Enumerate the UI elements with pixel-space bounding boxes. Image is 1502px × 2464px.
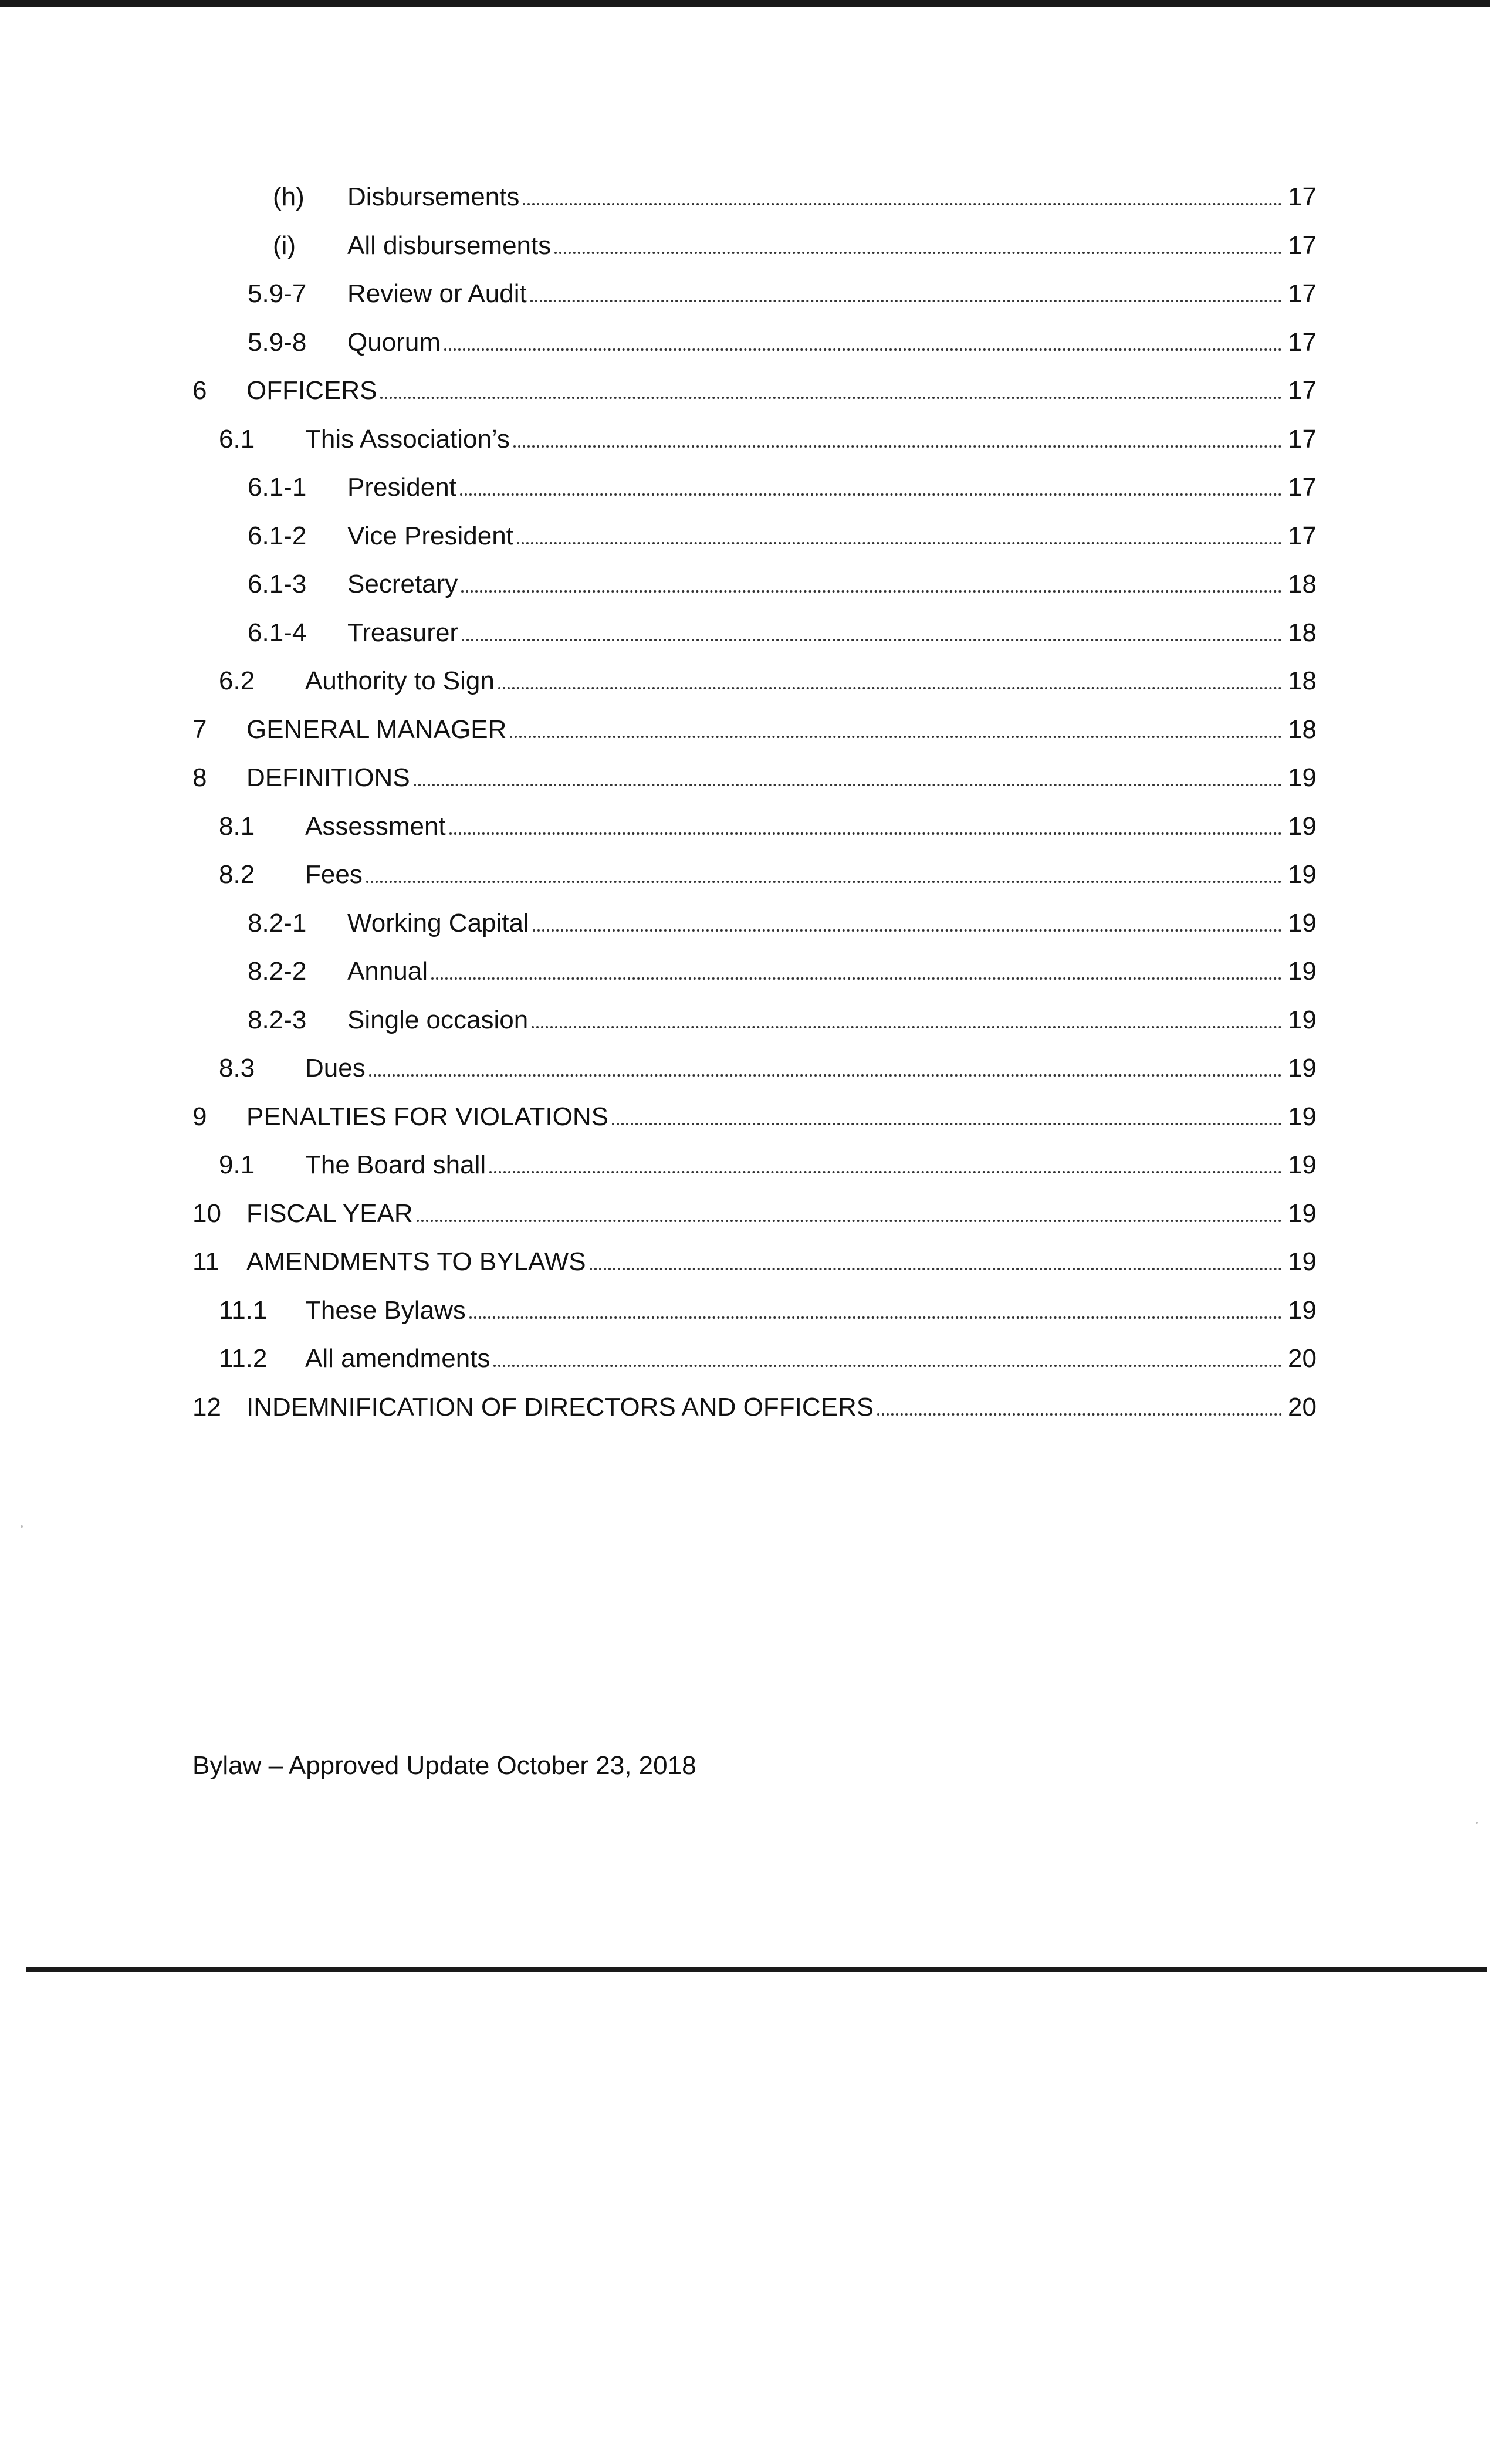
toc-entry-title: Working Capital (347, 899, 533, 947)
toc-entry-number: 8.1 (219, 811, 255, 841)
toc-entry[interactable] (0, 803, 1502, 851)
toc-entry-number: 11 (192, 1247, 219, 1276)
toc-entry-number: 6.2 (219, 666, 255, 695)
toc-entry-page-number: 17 (1288, 182, 1317, 211)
toc-entry-page-number: 19 (1288, 908, 1317, 937)
toc-entry[interactable] (0, 657, 1502, 705)
toc-entry[interactable] (0, 173, 1502, 221)
toc-entry-page-number: 19 (1288, 1005, 1317, 1034)
toc-dot-leader (469, 1316, 1282, 1319)
toc-entry[interactable] (0, 415, 1502, 463)
toc-entry[interactable] (0, 996, 1502, 1044)
toc-entry-number: 11.2 (219, 1344, 268, 1373)
toc-entry-number: 6.1-4 (248, 618, 307, 647)
toc-entry-title: Treasurer (347, 609, 462, 657)
toc-dot-leader (533, 929, 1282, 932)
toc-entry-title: Annual (347, 947, 431, 996)
toc-entry-page-number: 18 (1288, 715, 1317, 744)
toc-entry-number: 5.9-8 (248, 327, 307, 357)
toc-dot-leader (461, 590, 1282, 593)
toc-entry-title: AMENDMENTS TO BYLAWS (246, 1238, 590, 1286)
toc-entry-title: OFFICERS (246, 367, 380, 415)
toc-entry-title: Assessment (305, 803, 449, 851)
toc-entry[interactable] (0, 270, 1502, 318)
toc-entry-number: 8.2 (219, 860, 255, 889)
toc-entry[interactable] (0, 512, 1502, 560)
toc-entry[interactable] (0, 899, 1502, 947)
toc-entry-title: The Board shall (305, 1141, 489, 1189)
toc-entry-number: (h) (273, 182, 305, 211)
toc-dot-leader (523, 203, 1282, 205)
toc-entry[interactable] (0, 1238, 1502, 1286)
toc-entry-title: PENALTIES FOR VIOLATIONS (246, 1093, 612, 1141)
toc-entry-page-number: 20 (1288, 1392, 1317, 1421)
bottom-border-rule (26, 1967, 1487, 1972)
toc-dot-leader (513, 445, 1282, 448)
toc-dot-leader (554, 252, 1282, 254)
page-footer: Bylaw – Approved Update October 23, 2018 (192, 1751, 696, 1780)
toc-entry-page-number: 18 (1288, 618, 1317, 647)
toc-entry-title: Review or Audit (347, 270, 530, 318)
toc-entry-number: 8.2-2 (248, 957, 307, 986)
toc-entry-page-number: 19 (1288, 763, 1317, 792)
toc-entry-title: All disbursements (347, 222, 554, 270)
toc-entry[interactable] (0, 947, 1502, 996)
toc-entry-number: 9 (192, 1102, 207, 1131)
toc-entry-number: 10 (192, 1199, 221, 1228)
toc-entry-title: All amendments (305, 1335, 493, 1383)
toc-entry-page-number: 19 (1288, 1054, 1317, 1082)
toc-dot-leader (417, 1220, 1282, 1222)
toc-entry-number: 8.2-3 (248, 1005, 307, 1034)
toc-entry-number: 6.1-3 (248, 570, 307, 598)
toc-entry-number: 11.1 (219, 1295, 268, 1325)
toc-entry[interactable] (0, 1044, 1502, 1092)
toc-entry-number: 5.9-7 (248, 279, 307, 308)
toc-entry[interactable] (0, 319, 1502, 367)
toc-dot-leader (431, 977, 1282, 980)
toc-entry-number: 12 (192, 1392, 221, 1421)
toc-dot-leader (877, 1413, 1282, 1416)
toc-entry-title: Disbursements (347, 173, 523, 221)
toc-entry-title: GENERAL MANAGER (246, 706, 510, 754)
toc-entry-page-number: 19 (1288, 1247, 1317, 1276)
toc-entry-title: These Bylaws (305, 1287, 469, 1335)
toc-entry-page-number: 17 (1288, 231, 1317, 260)
toc-entry-page-number: 19 (1288, 811, 1317, 841)
toc-entry-number: 6 (192, 376, 207, 405)
toc-entry-page-number: 17 (1288, 424, 1317, 453)
toc-dot-leader (510, 736, 1282, 738)
toc-entry[interactable] (0, 609, 1502, 657)
toc-entry[interactable] (0, 560, 1502, 608)
toc-dot-leader (380, 397, 1282, 399)
toc-entry[interactable] (0, 1287, 1502, 1335)
scan-speck (1476, 1822, 1478, 1824)
toc-entry[interactable] (0, 1335, 1502, 1383)
top-border-rule (0, 0, 1490, 7)
toc-entry-title: Dues (305, 1044, 369, 1092)
toc-dot-leader (498, 687, 1282, 689)
toc-entry[interactable] (0, 1190, 1502, 1238)
toc-entry-page-number: 17 (1288, 327, 1317, 357)
toc-entry-number: 6.1-1 (248, 473, 307, 502)
toc-dot-leader (444, 348, 1282, 351)
toc-dot-leader (366, 881, 1282, 883)
toc-entry-page-number: 19 (1288, 1102, 1317, 1131)
toc-dot-leader (460, 493, 1282, 496)
toc-entry-title: This Association’s (305, 415, 513, 463)
toc-entry-page-number: 19 (1288, 860, 1317, 889)
toc-entry-number: 9.1 (219, 1150, 255, 1179)
toc-entry-page-number: 18 (1288, 666, 1317, 695)
toc-entry-page-number: 17 (1288, 279, 1317, 308)
toc-entry[interactable] (0, 1383, 1502, 1431)
toc-entry[interactable] (0, 754, 1502, 802)
toc-entry-page-number: 17 (1288, 473, 1317, 502)
toc-entry-number: (i) (273, 231, 296, 260)
toc-entry-title: President (347, 463, 460, 512)
toc-entry-page-number: 19 (1288, 1295, 1317, 1325)
toc-entry-number: 8 (192, 763, 207, 792)
toc-dot-leader (517, 542, 1282, 544)
toc-dot-leader (449, 832, 1282, 835)
toc-entry-number: 8.3 (219, 1054, 255, 1082)
toc-dot-leader (489, 1171, 1282, 1173)
toc-entry-page-number: 20 (1288, 1344, 1317, 1373)
toc-entry-number: 6.1 (219, 424, 255, 453)
toc-entry-page-number: 19 (1288, 957, 1317, 986)
toc-entry-number: 7 (192, 715, 207, 744)
toc-entry-page-number: 17 (1288, 376, 1317, 405)
toc-entry[interactable] (0, 463, 1502, 512)
toc-entry-title: INDEMNIFICATION OF DIRECTORS AND OFFICERS (246, 1383, 877, 1431)
toc-entry[interactable] (0, 222, 1502, 270)
toc-entry[interactable] (0, 1141, 1502, 1189)
toc-entry-number: 8.2-1 (248, 908, 307, 937)
toc-entry-title: Secretary (347, 560, 461, 608)
toc-dot-leader (414, 784, 1282, 786)
toc-entry-title: Fees (305, 851, 366, 899)
toc-entry-page-number: 19 (1288, 1199, 1317, 1228)
toc-entry-title: Authority to Sign (305, 657, 498, 705)
toc-entry-page-number: 17 (1288, 521, 1317, 550)
toc-entry-title: Quorum (347, 319, 444, 367)
toc-dot-leader (530, 300, 1282, 302)
toc-dot-leader (462, 639, 1282, 641)
scan-speck (21, 1525, 23, 1528)
toc-entry-title: Vice President (347, 512, 517, 560)
toc-entry-page-number: 19 (1288, 1150, 1317, 1179)
toc-entry[interactable] (0, 706, 1502, 754)
toc-dot-leader (369, 1074, 1282, 1077)
toc-entry-title: Single occasion (347, 996, 532, 1044)
toc-dot-leader (590, 1268, 1282, 1270)
toc-entry-page-number: 18 (1288, 570, 1317, 598)
toc-entry[interactable] (0, 367, 1502, 415)
toc-dot-leader (612, 1123, 1282, 1125)
toc-dot-leader (532, 1026, 1282, 1028)
toc-dot-leader (493, 1365, 1282, 1367)
toc-entry-title: FISCAL YEAR (246, 1190, 417, 1238)
toc-entry-number: 6.1-2 (248, 521, 307, 550)
toc-entry-title: DEFINITIONS (246, 754, 414, 802)
toc-entry[interactable] (0, 1093, 1502, 1141)
toc-entry[interactable] (0, 851, 1502, 899)
